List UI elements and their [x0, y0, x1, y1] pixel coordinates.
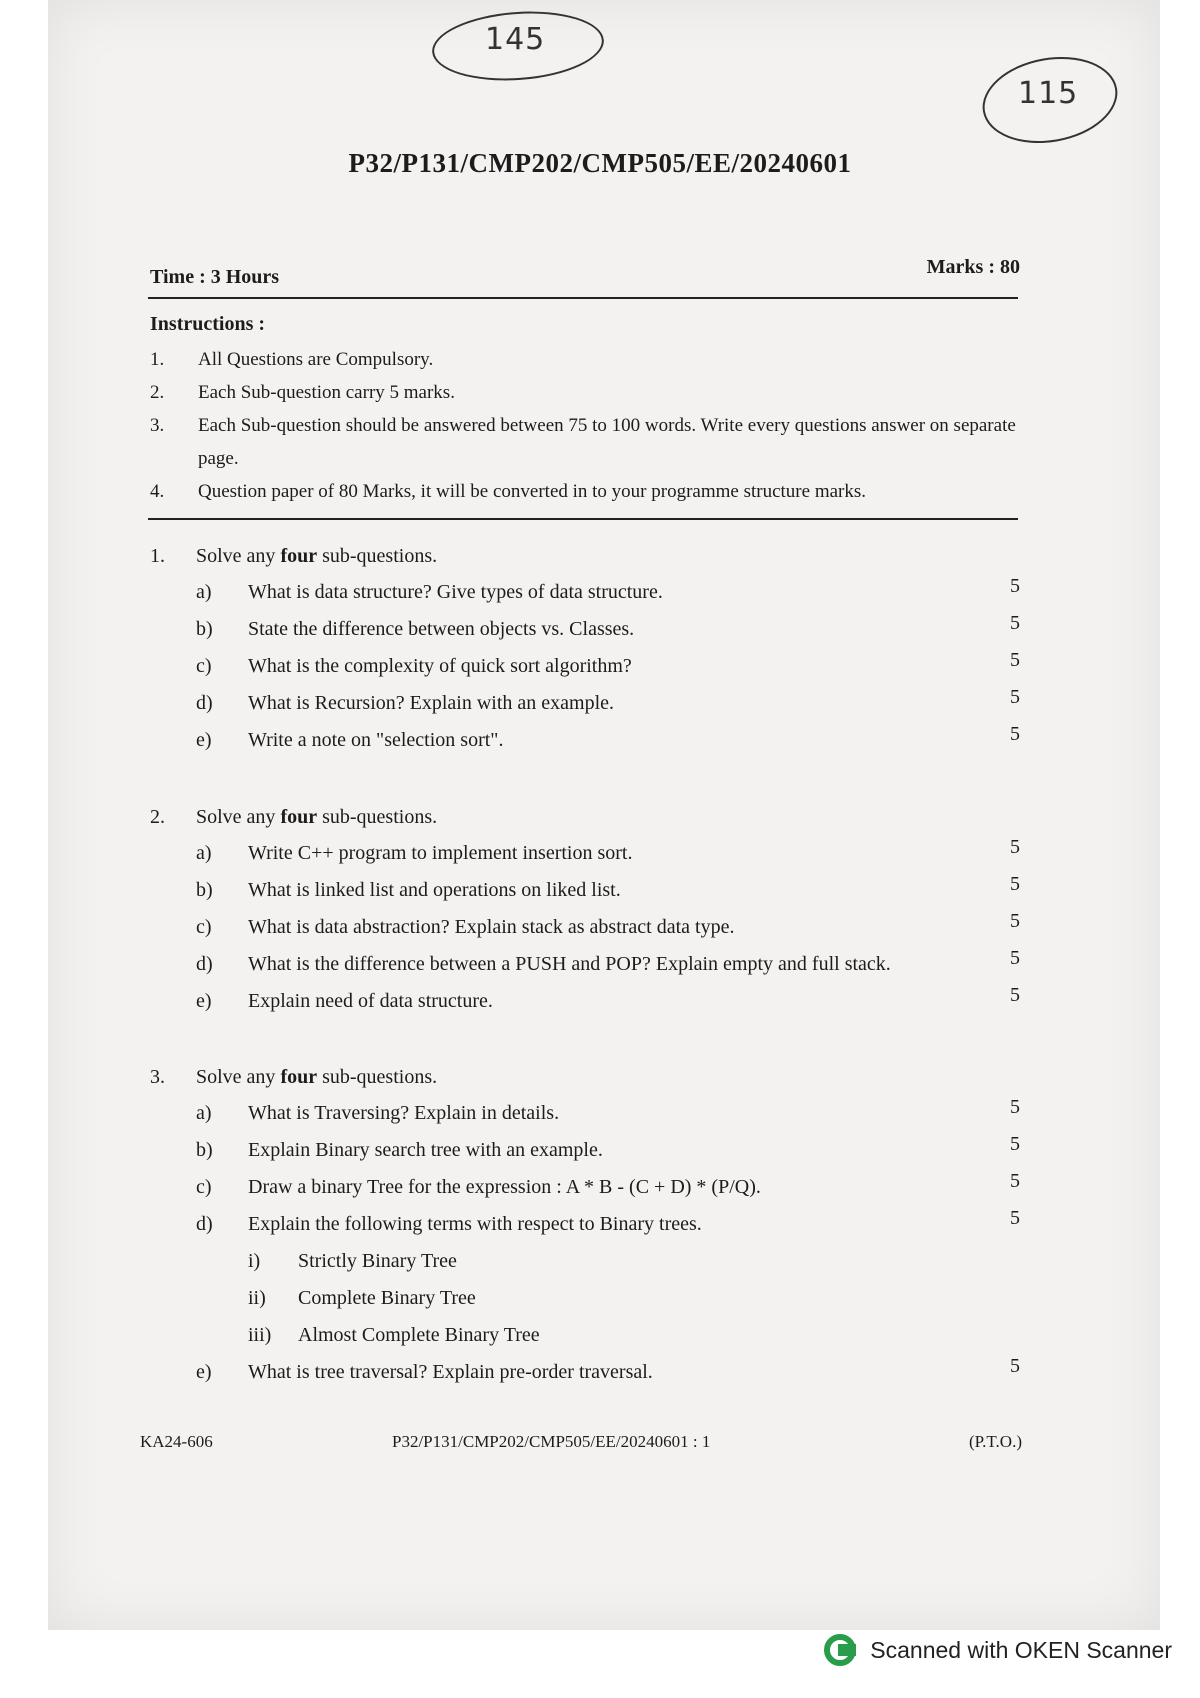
scanner-watermark — [824, 1630, 1172, 1670]
instruction-item — [150, 409, 1020, 475]
sub-question: e) What is tree traversal? Explain pre-order traversal. 5 — [196, 1355, 1020, 1383]
question-number: 2. — [150, 806, 165, 828]
sub-question-marks: 5 — [1010, 947, 1020, 969]
question-3 — [150, 1066, 1020, 1398]
sub-question: e) Explain need of data structure. 5 — [196, 984, 1020, 1012]
sub-question-marks: 5 — [1010, 984, 1020, 1006]
footer-center-code: P32/P131/CMP202/CMP505/EE/20240601 : 1 — [392, 1432, 711, 1451]
question-number: 3. — [150, 1066, 165, 1088]
sub-question-marks: 5 — [1010, 910, 1020, 932]
instruction-num: 4. — [150, 481, 165, 502]
sub-question-marks: 5 — [1010, 873, 1020, 895]
instruction-item — [150, 376, 1020, 409]
question-1 — [150, 545, 1020, 766]
sub-question: c) Draw a binary Tree for the expression : A * B - (C + D) * (P/Q). 5 — [196, 1170, 1020, 1198]
sub-question: b) Explain Binary search tree with an example. 5 — [196, 1133, 1020, 1161]
footer-left-code: KA24-606 — [140, 1432, 213, 1451]
question-instruction: Solve any four sub-questions. — [196, 1066, 438, 1088]
sub-sub-question: iii) Almost Complete Binary Tree — [248, 1324, 540, 1346]
sub-question: b) State the difference between objects vs. Classes. 5 — [196, 612, 1020, 640]
question-heading — [150, 806, 1020, 842]
question-instruction: Solve any four sub-questions. — [196, 806, 438, 828]
question-2 — [150, 806, 1020, 1027]
sub-question-marks: 5 — [1010, 1096, 1020, 1118]
sub-question: d) What is the difference between a PUSH and POP? Explain empty and full stack. 5 — [196, 947, 1020, 975]
sub-question: a) What is data structure? Give types of data structure. 5 — [196, 575, 1020, 603]
handwritten-mark-top: 145 — [485, 22, 546, 57]
sub-question-marks: 5 — [1010, 686, 1020, 708]
sub-question-marks: 5 — [1010, 723, 1020, 745]
question-heading — [150, 545, 1020, 581]
instruction-item — [150, 475, 1020, 508]
sub-question-marks: 5 — [1010, 1133, 1020, 1155]
question-instruction: Solve any four sub-questions. — [196, 545, 438, 567]
instruction-item — [150, 343, 1020, 376]
sub-question-marks: 5 — [1010, 836, 1020, 858]
exam-marks: Marks : 80 — [926, 256, 1020, 278]
oken-scanner-logo-icon — [824, 1633, 858, 1667]
instruction-text: Question paper of 80 Marks, it will be converted in to your programme structure marks. — [198, 481, 866, 502]
exam-time: Time : 3 Hours — [150, 266, 280, 288]
instruction-num: 1. — [150, 349, 165, 370]
sub-question: a) Write C++ program to implement insertion sort. 5 — [196, 836, 1020, 864]
instruction-text: All Questions are Compulsory. — [198, 349, 434, 370]
sub-question-marks: 5 — [1010, 612, 1020, 634]
footer-pto: (P.T.O.) — [968, 1432, 1022, 1451]
sub-question: d) What is Recursion? Explain with an example. 5 — [196, 686, 1020, 714]
sub-question: e) Write a note on "selection sort". 5 — [196, 723, 1020, 751]
sub-question-marks: 5 — [1010, 1355, 1020, 1377]
instruction-num: 3. — [150, 415, 165, 436]
sub-question-marks: 5 — [1010, 1170, 1020, 1192]
question-number: 1. — [150, 545, 165, 567]
sub-question: d) Explain the following terms with respect to Binary trees. 5 — [196, 1207, 1020, 1235]
question-heading — [150, 1066, 1020, 1102]
instruction-text: Each Sub-question carry 5 marks. — [198, 382, 455, 403]
sub-question-marks: 5 — [1010, 1207, 1020, 1229]
sub-question: b) What is linked list and operations on liked list. 5 — [196, 873, 1020, 901]
instruction-num: 2. — [150, 382, 165, 403]
paper-code-title: P32/P131/CMP202/CMP505/EE/20240601 — [348, 148, 852, 178]
instructions-title: Instructions : — [150, 313, 266, 335]
sub-sub-question: i) Strictly Binary Tree — [248, 1250, 457, 1272]
instruction-text: Each Sub-question should be answered between 75 to 100 words. Write every questions answer on separate page. — [198, 415, 1016, 469]
sub-question-marks: 5 — [1010, 575, 1020, 597]
divider-instructions — [148, 518, 1018, 520]
sub-question-marks: 5 — [1010, 649, 1020, 671]
scanner-text: Scanned with OKEN Scanner — [870, 1636, 1172, 1663]
sub-question: c) What is the complexity of quick sort algorithm? 5 — [196, 649, 1020, 677]
sub-sub-question: ii) Complete Binary Tree — [248, 1287, 476, 1309]
sub-question: a) What is Traversing? Explain in details. 5 — [196, 1096, 1020, 1124]
handwritten-mark-right: 115 — [1018, 76, 1079, 111]
sub-question: c) What is data abstraction? Explain stack as abstract data type. 5 — [196, 910, 1020, 938]
divider-top — [148, 297, 1018, 299]
